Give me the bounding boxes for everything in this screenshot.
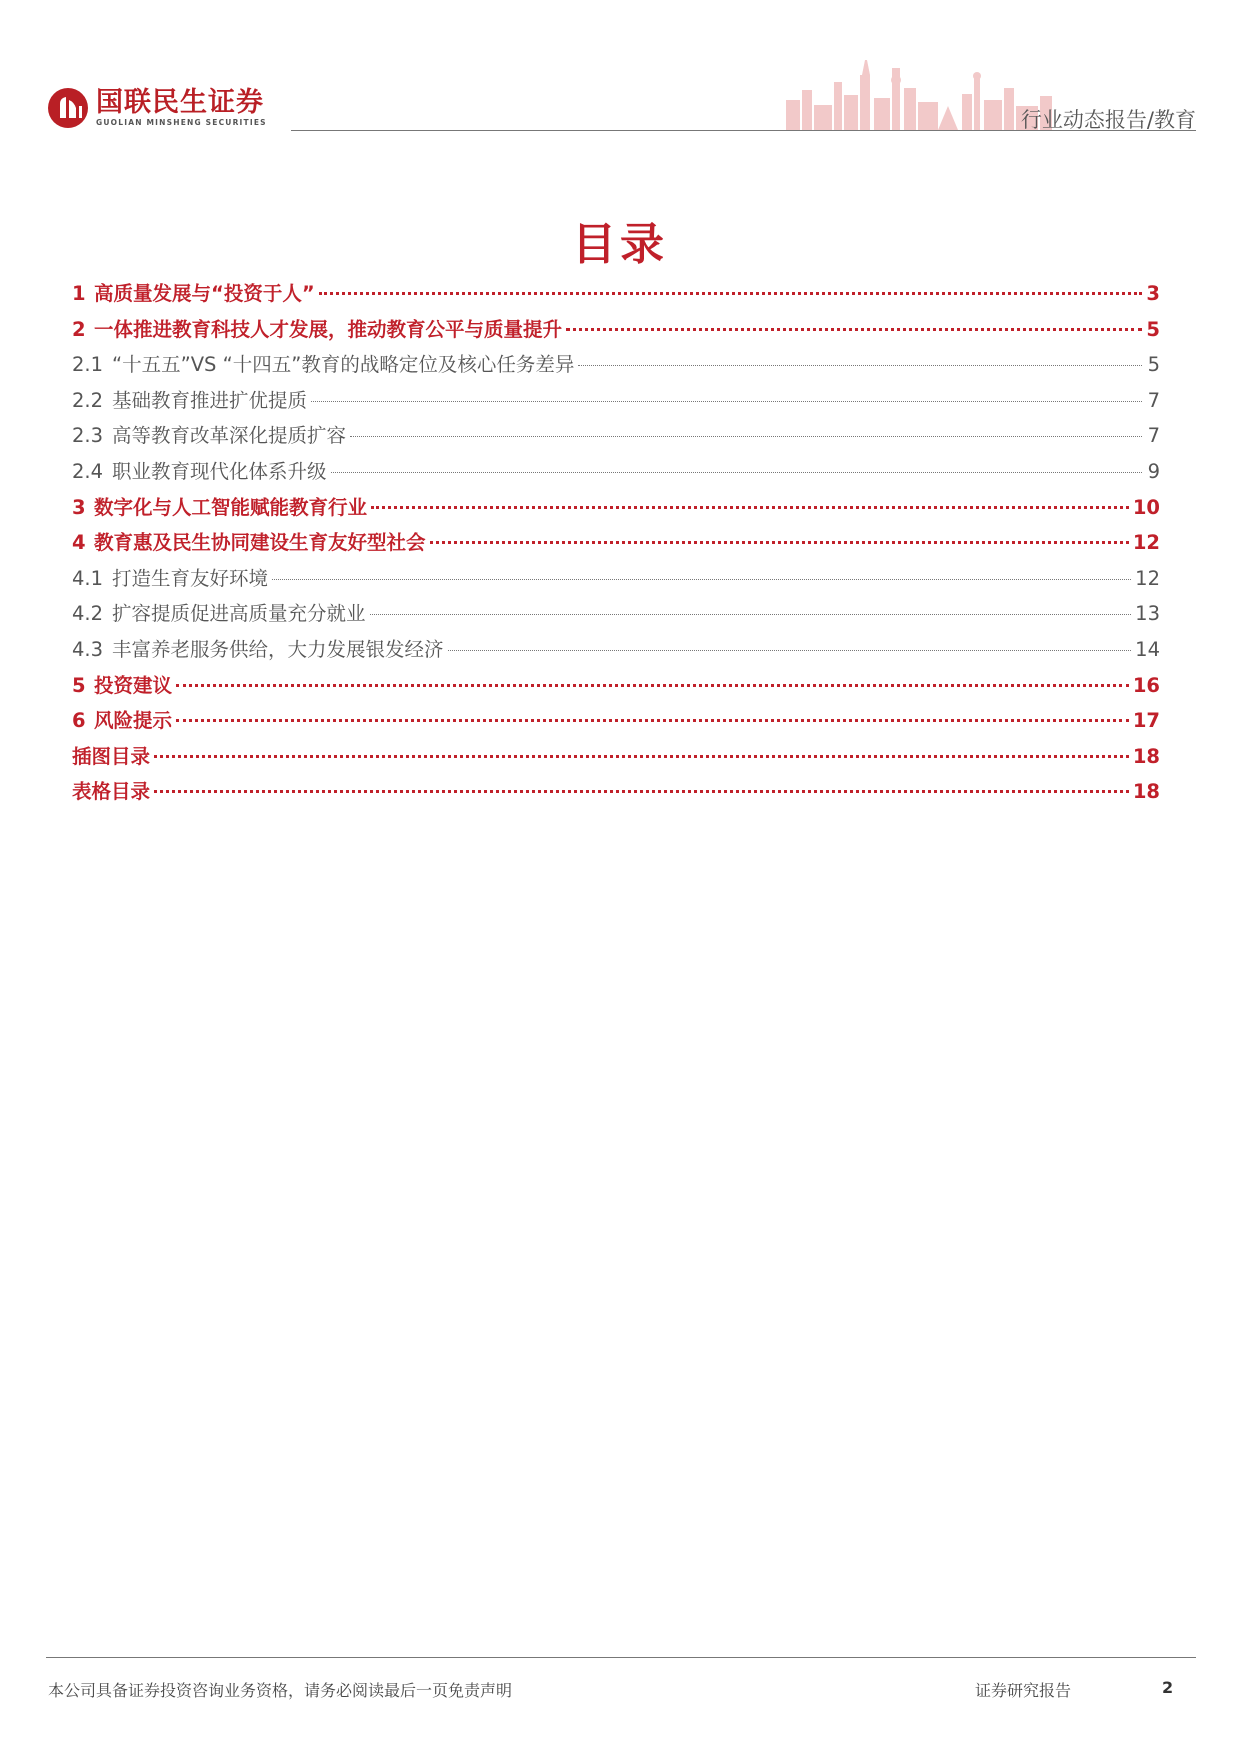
toc-dot-leader bbox=[371, 506, 1129, 509]
toc-entry-number: 5 bbox=[72, 673, 86, 697]
page-header bbox=[46, 60, 1196, 136]
toc-entry-label: 基础教育推进扩优提质 bbox=[112, 388, 308, 412]
toc-entry-page: 12 bbox=[1132, 531, 1160, 555]
toc-entry-number: 4.1 bbox=[72, 566, 104, 590]
toc-entry-chapter[interactable] bbox=[72, 492, 1160, 528]
toc-entry-chapter[interactable] bbox=[72, 705, 1160, 741]
toc-entry-section[interactable] bbox=[72, 456, 1160, 492]
toc-entry-chapter[interactable] bbox=[72, 776, 1160, 812]
toc-entry-page: 18 bbox=[1132, 744, 1160, 768]
toc-entry-chapter[interactable] bbox=[72, 670, 1160, 706]
toc-dot-leader bbox=[578, 365, 1142, 366]
toc-entry-label: 表格目录 bbox=[72, 780, 151, 804]
toc-entry-number: 3 bbox=[72, 495, 86, 519]
toc-entry-page: 17 bbox=[1132, 709, 1160, 733]
toc-dot-leader bbox=[430, 541, 1129, 544]
toc-dot-leader bbox=[319, 292, 1142, 295]
toc-entry-page: 18 bbox=[1132, 780, 1160, 804]
toc-entry-number: 2.1 bbox=[72, 353, 104, 377]
toc-entry-section[interactable] bbox=[72, 349, 1160, 385]
toc-entry-page: 9 bbox=[1147, 459, 1160, 483]
toc-entry-page: 7 bbox=[1147, 388, 1160, 412]
toc-entry-label: 一体推进教育科技人才发展，推动教育公平与质量提升 bbox=[94, 317, 563, 341]
table-of-contents bbox=[72, 278, 1160, 812]
toc-entry-number: 2.4 bbox=[72, 459, 104, 483]
brand-name-cn: 国联民生证券 bbox=[96, 87, 264, 118]
toc-entry-page: 13 bbox=[1135, 602, 1160, 626]
toc-entry-number: 2.2 bbox=[72, 388, 104, 412]
toc-entry-page: 12 bbox=[1135, 566, 1160, 590]
toc-entry-label: 插图目录 bbox=[72, 744, 151, 768]
toc-entry-section[interactable] bbox=[72, 385, 1160, 421]
toc-entry-label: 职业教育现代化体系升级 bbox=[112, 459, 327, 483]
toc-entry-page: 10 bbox=[1132, 495, 1160, 519]
toc-dot-leader bbox=[176, 684, 1129, 687]
toc-entry-number: 2.3 bbox=[72, 424, 104, 448]
toc-entry-number: 6 bbox=[72, 709, 86, 733]
brand-logo bbox=[46, 86, 267, 130]
toc-entry-page: 5 bbox=[1147, 353, 1160, 377]
toc-entry-label: 数字化与人工智能赋能教育行业 bbox=[94, 495, 368, 519]
toc-entry-page: 7 bbox=[1147, 424, 1160, 448]
report-category: 行业动态报告/教育 bbox=[1020, 108, 1196, 132]
toc-entry-label: 高等教育改革深化提质扩容 bbox=[112, 424, 347, 448]
toc-entry-chapter[interactable] bbox=[72, 527, 1160, 563]
page-number: 2 bbox=[1162, 1678, 1174, 1697]
toc-entry-label: “十五五”VS “十四五”教育的战略定位及核心任务差异 bbox=[112, 353, 575, 377]
toc-entry-chapter[interactable] bbox=[72, 741, 1160, 777]
toc-dot-leader bbox=[154, 755, 1129, 758]
toc-entry-number: 1 bbox=[72, 282, 86, 305]
footer-disclaimer: 本公司具备证券投资咨询业务资格，请务必阅读最后一页免责声明 bbox=[48, 1681, 513, 1700]
toc-entry-label: 投资建议 bbox=[94, 673, 173, 697]
toc-entry-number: 4 bbox=[72, 531, 86, 555]
toc-entry-page: 3 bbox=[1146, 282, 1160, 305]
toc-entry-number: 4.2 bbox=[72, 602, 104, 626]
toc-entry-page: 5 bbox=[1146, 317, 1160, 341]
toc-entry-section[interactable] bbox=[72, 420, 1160, 456]
toc-entry-label: 丰富养老服务供给，大力发展银发经济 bbox=[112, 637, 444, 661]
toc-entry-label: 风险提示 bbox=[94, 709, 173, 733]
toc-dot-leader bbox=[311, 401, 1142, 402]
toc-entry-section[interactable] bbox=[72, 598, 1160, 634]
toc-entry-label: 高质量发展与“投资于人” bbox=[94, 282, 315, 305]
toc-dot-leader bbox=[272, 579, 1131, 580]
toc-entry-label: 扩容提质促进高质量充分就业 bbox=[112, 602, 366, 626]
toc-entry-chapter[interactable] bbox=[72, 314, 1160, 350]
footer-doc-type: 证券研究报告 bbox=[975, 1681, 1072, 1700]
toc-entry-page: 14 bbox=[1135, 637, 1160, 661]
toc-dot-leader bbox=[566, 328, 1142, 331]
header-divider bbox=[291, 130, 1196, 131]
footer-divider bbox=[46, 1657, 1196, 1658]
toc-entry-section[interactable] bbox=[72, 563, 1160, 599]
brand-name-en: GUOLIAN MINSHENG SECURITIES bbox=[96, 118, 267, 127]
toc-dot-leader bbox=[154, 790, 1129, 793]
toc-entry-chapter[interactable] bbox=[72, 278, 1160, 314]
toc-entry-label: 打造生育友好环境 bbox=[112, 566, 269, 590]
toc-dot-leader bbox=[331, 472, 1142, 473]
toc-dot-leader bbox=[448, 650, 1132, 651]
toc-dot-leader bbox=[370, 614, 1132, 615]
toc-entry-number: 2 bbox=[72, 317, 86, 341]
toc-dot-leader bbox=[176, 719, 1129, 722]
brand-logo-icon bbox=[46, 86, 90, 130]
toc-title: 目录 bbox=[572, 219, 668, 270]
toc-entry-page: 16 bbox=[1132, 673, 1160, 697]
toc-entry-label: 教育惠及民生协同建设生育友好型社会 bbox=[94, 531, 426, 555]
toc-entry-number: 4.3 bbox=[72, 637, 104, 661]
toc-entry-section[interactable] bbox=[72, 634, 1160, 670]
toc-dot-leader bbox=[350, 436, 1142, 437]
